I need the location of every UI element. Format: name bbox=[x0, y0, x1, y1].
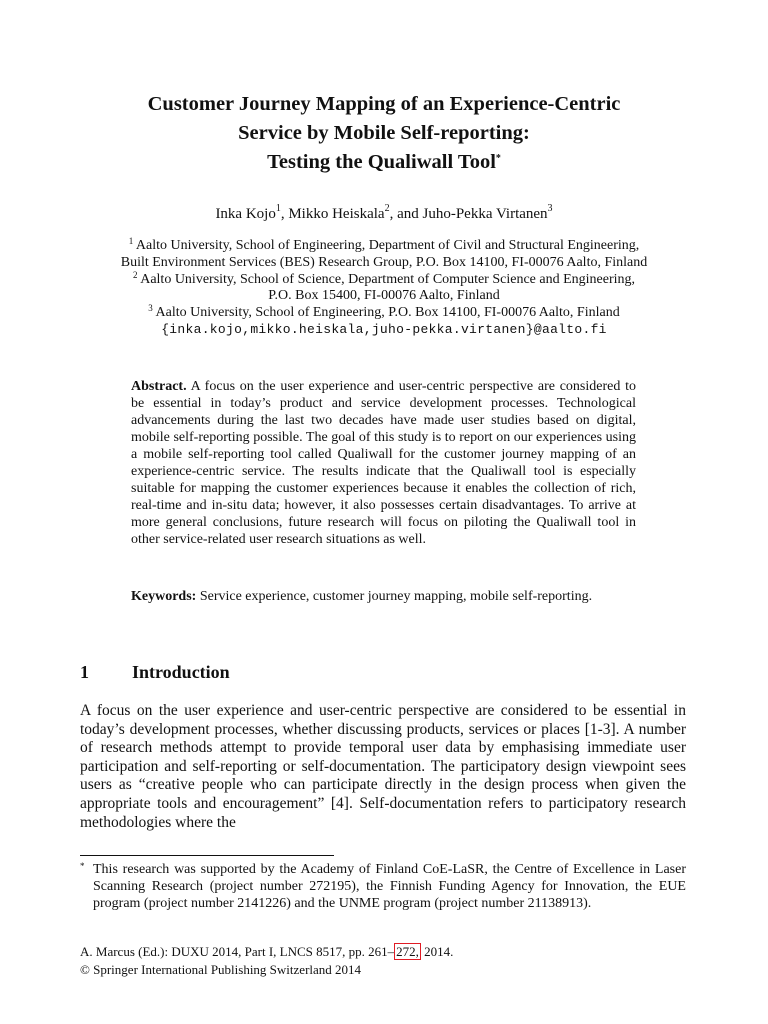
title-footnote-mark: * bbox=[495, 153, 501, 164]
author-name: Juho-Pekka Virtanen bbox=[422, 206, 548, 222]
section-heading bbox=[80, 662, 230, 683]
abstract-label: Abstract. bbox=[131, 379, 187, 394]
author-affil-mark: 2 bbox=[384, 203, 390, 214]
affil-mark: 1 bbox=[128, 236, 134, 246]
affil-mark: 2 bbox=[132, 269, 138, 280]
section-title: Introduction bbox=[132, 662, 230, 682]
copyright-line: © Springer International Publishing Switzerland 2014 bbox=[80, 962, 362, 977]
affil-text: Aalto University, School of Engineering, P.O. Box 14100, FI-00076 Aalto, Finland bbox=[155, 305, 620, 321]
title-line-3 bbox=[60, 148, 708, 177]
author-name: Inka Kojo bbox=[215, 206, 276, 222]
footnote-mark: * bbox=[80, 861, 85, 871]
footnote-text: This research was supported by the Academy of Finland CoE-LaSR, the Centre of Excellence in Laser Scanning Research (project number 272195), the Finnish Funding Agency for Innovation, the EUE program (project number 2141226) and the UNME program (project number 21138913). bbox=[93, 862, 686, 911]
title-line-3-text: Testing the Qualiwall Tool bbox=[267, 151, 496, 173]
affil-text: Aalto University, School of Engineering, Department of Civil and Structural Engineering, bbox=[135, 238, 640, 253]
affiliation-2-line-2: P.O. Box 15400, FI-00076 Aalto, Finland bbox=[268, 288, 500, 304]
paper-title bbox=[60, 90, 708, 177]
footnote-divider bbox=[80, 855, 334, 856]
citation-line-1 bbox=[80, 943, 453, 961]
author-name: Mikko Heiskala bbox=[288, 206, 385, 222]
author-affil-mark: 3 bbox=[547, 203, 553, 214]
author-separator: , and bbox=[389, 206, 423, 222]
affil-text: Aalto University, School of Science, Department of Computer Science and Engineering, bbox=[140, 271, 636, 287]
keywords bbox=[131, 588, 636, 605]
author-separator: , bbox=[280, 206, 289, 222]
affil-mark: 3 bbox=[148, 303, 153, 314]
affiliation-2-line-1 bbox=[40, 269, 728, 289]
keywords-label: Keywords: bbox=[131, 589, 197, 604]
author-affil-mark: 1 bbox=[275, 203, 281, 214]
citation-block bbox=[80, 943, 453, 979]
highlighted-page-link[interactable]: 272, bbox=[396, 944, 419, 959]
affiliation-3-line-1 bbox=[40, 305, 728, 322]
author-list bbox=[60, 204, 708, 224]
citation-suffix: 2014. bbox=[420, 944, 454, 959]
citation-prefix: A. Marcus (Ed.): DUXU 2014, Part I, LNCS 8517, pp. 261– bbox=[80, 944, 395, 959]
affiliation-1-line-2: Built Environment Services (BES) Research Group, P.O. Box 14100, FI-00076 Aalto, Finland bbox=[120, 254, 648, 270]
keywords-text: Service experience, customer journey mapping, mobile self-reporting. bbox=[199, 589, 593, 604]
affiliation-1-line-1 bbox=[40, 238, 728, 255]
section-number: 1 bbox=[80, 662, 89, 682]
abstract-text: A focus on the user experience and user-centric perspective are considered to be essential in today’s product and service development processes. Technological advancements during the last two decades have made user studies based on digital, mobile self-reporting possible. The goal of this study is to report on our experiences using a mobile self-reporting tool called Qualiwall for the customer journey mapping of an experience-centric service. The results indicate that the Qualiwall tool is especially suitable for mapping the customer experiences because it enables the collection of rich, real-time and in-situ data; however, it also possesses certain disadvantages. To arrive at more general conclusions, future research will focus on piloting the Qualiwall tool in other service-related user research situations as well. bbox=[131, 379, 636, 547]
introduction-paragraph: A focus on the user experience and user-centric perspective are considered to be essential in today’s development processes, whether discussing products, services or places [1-3]. A number of research methods attempt to provide temporal user data by emphasising immediate user participation and self-reporting or self-documentation. The participatory design viewpoint sees users as “creative people who can participate directly in the design process when given the appropriate tools and encouragement” [4]. Self-documentation refers to participatory research methodologies where the bbox=[80, 702, 686, 831]
abstract bbox=[131, 378, 636, 548]
title-line-1: Customer Journey Mapping of an Experience-Centric bbox=[147, 93, 621, 115]
title-line-2: Service by Mobile Self-reporting: bbox=[238, 122, 530, 144]
author-emails: {inka.kojo,mikko.heiskala,juho-pekka.virtanen}@aalto.fi bbox=[161, 321, 607, 337]
footnote bbox=[80, 861, 686, 912]
affiliations bbox=[40, 238, 728, 339]
